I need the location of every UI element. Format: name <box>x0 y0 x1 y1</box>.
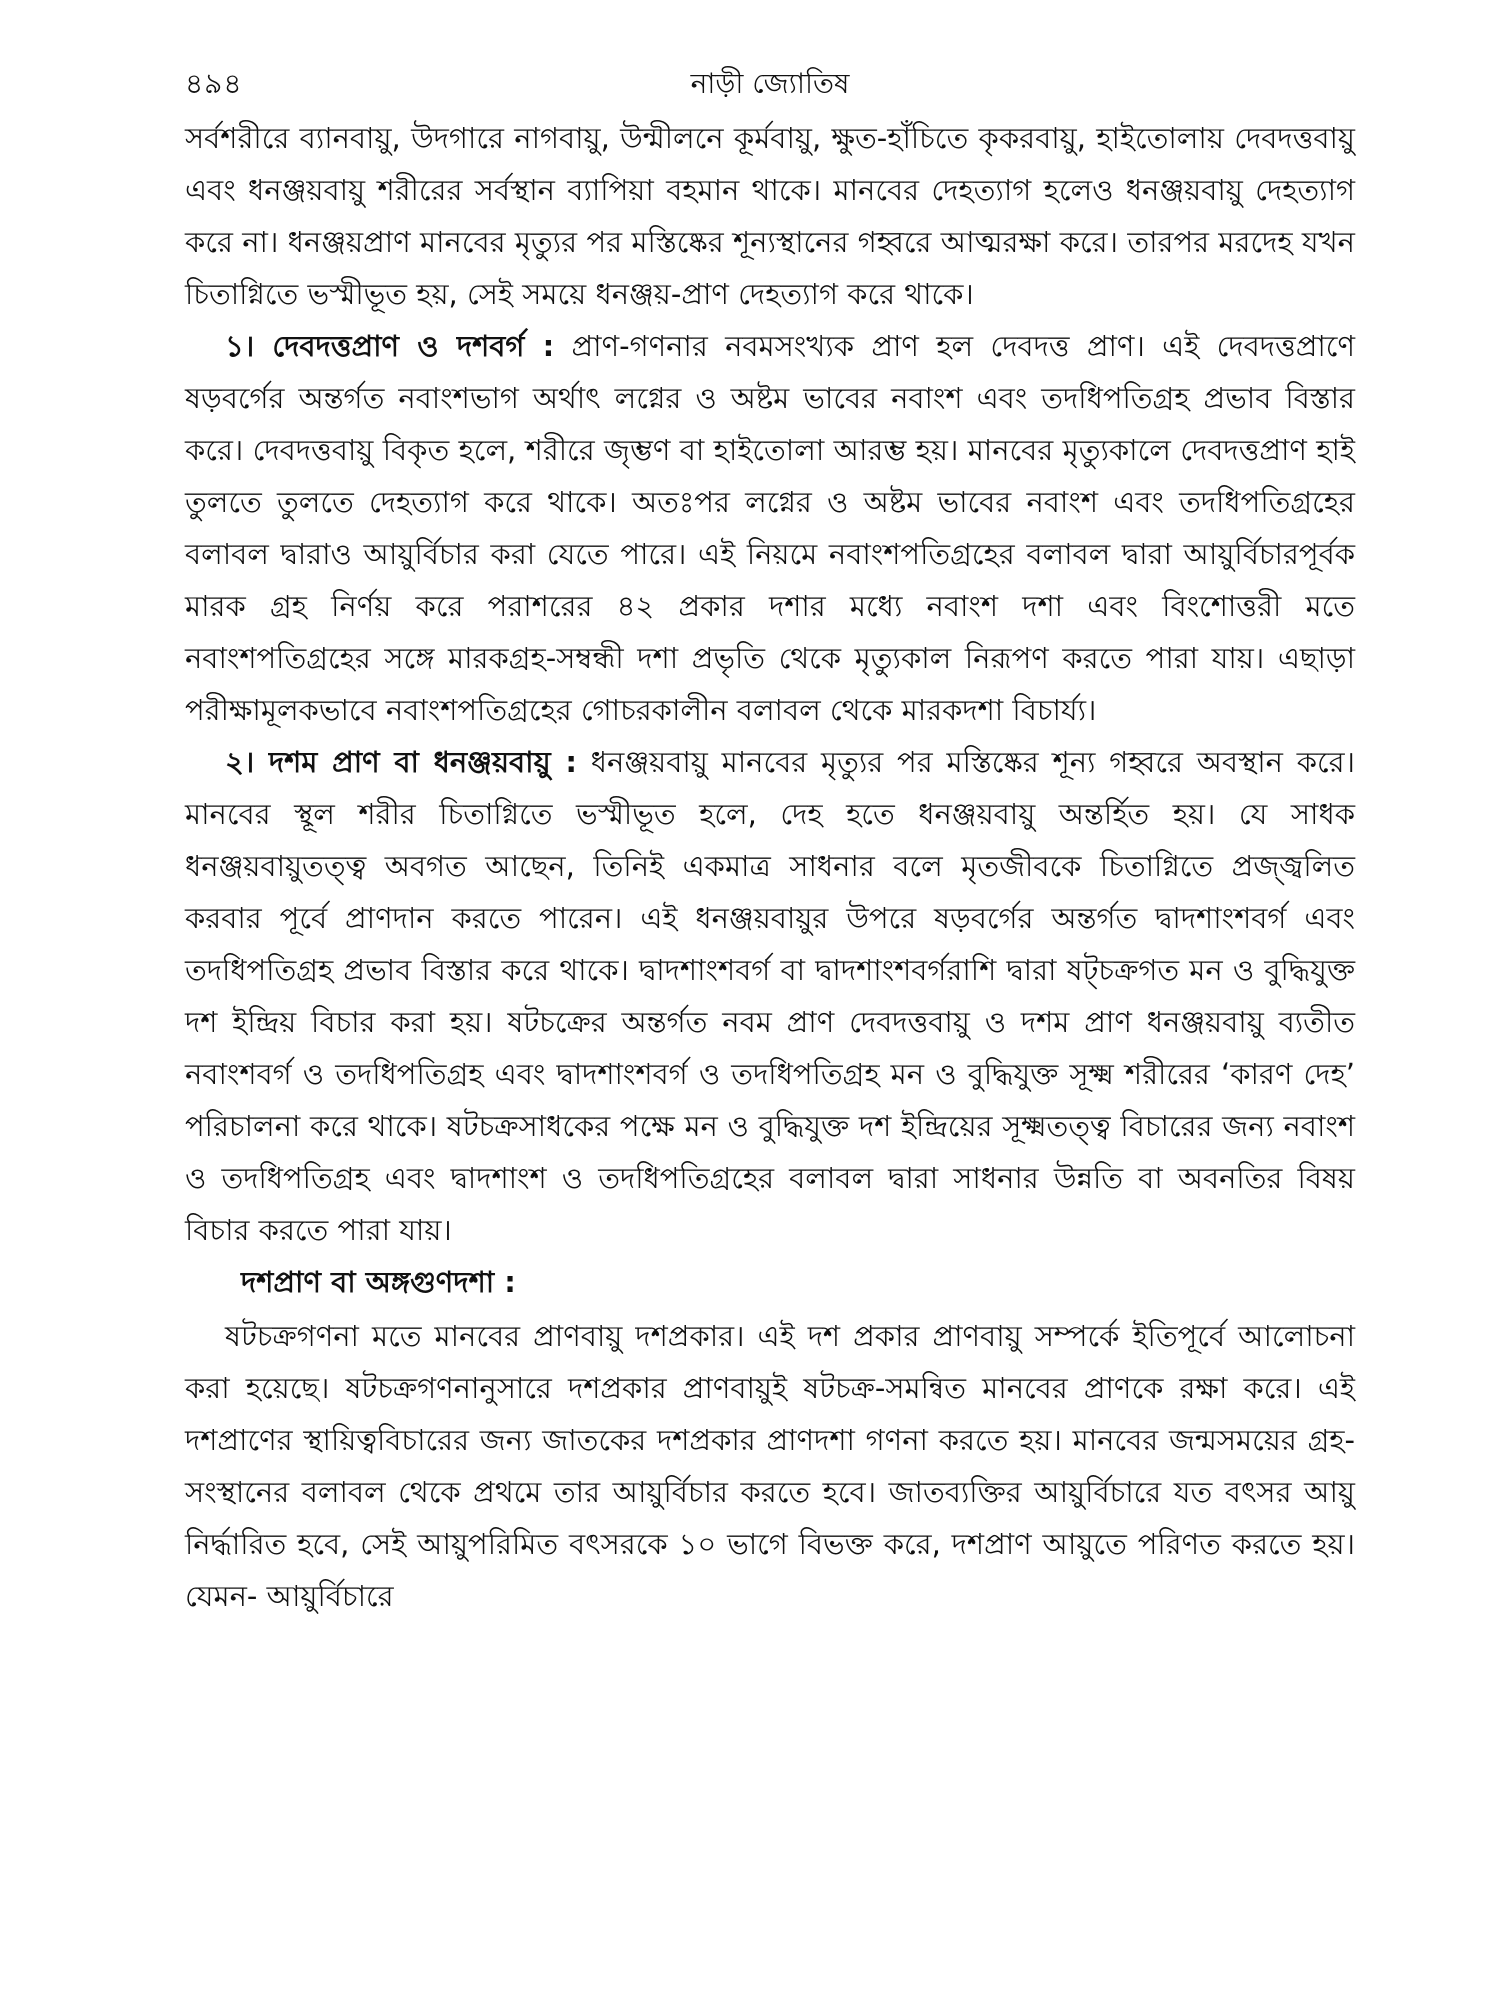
section-heading-dashaprana: দশপ্রাণ বা অঙ্গগুণদশা : <box>241 1265 516 1299</box>
page-number: ৪৯৪ <box>185 67 243 100</box>
section-heading-dhananjaya: ২। দশম প্রাণ বা ধনঞ্জয়বায়ু : <box>225 745 577 779</box>
paragraph-dashaprana <box>185 1310 1355 1622</box>
paragraph-text: ষটচক্রগণনা মতে মানবের প্রাণবায়ু দশপ্রকার। এই দশ প্রকার প্রাণবায়ু সম্পর্কে ইতিপূর্বে আলোচনা করা হয়েছে। ষটচক্রগণনানুসারে দশপ্রকার প্রাণবায়ুই ষটচক্র-সমন্বিত মানবের প্রাণকে রক্ষা করে। এই দশপ্রাণের স্থায়িত্ববিচারের জন্য জাতকের দশপ্রকার প্রাণদশা গণনা করতে হয়। মানবের জন্মসময়ের গ্রহ-সংস্থানের বলাবল থেকে প্রথমে তার আয়ুর্বিচার করতে হবে। জাতব্যক্তির আয়ুর্বিচারে যত বৎসর আয়ু নির্দ্ধারিত হবে, সেই আয়ুপরিমিত বৎসরকে ১০ ভাগে বিভক্ত করে, দশপ্রাণ আয়ুতে পরিণত করতে হয়। যেমন- আয়ুর্বিচারে <box>185 1319 1355 1613</box>
paragraph-text: প্রাণ-গণনার নবমসংখ্যক প্রাণ হল দেবদত্ত প্রাণ। এই দেবদত্তপ্রাণে ষড়বর্গের অন্তর্গত নবাংশভাগ অর্থাৎ লগ্নের ও অষ্টম ভাবের নবাংশ এবং তদধিপতিগ্রহ প্রভাব বিস্তার করে। দেবদত্তবায়ু বিকৃত হলে, শরীরে জৃম্ভণ বা হাইতোলা আরম্ভ হয়। মানবের মৃত্যুকালে দেবদত্তপ্রাণ হাই তুলতে তুলতে দেহত্যাগ করে থাকে। অতঃপর লগ্নের ও অষ্টম ভাবের নবাংশ এবং তদধিপতিগ্রহের বলাবল দ্বারাও আয়ুর্বিচার করা যেতে পারে। এই নিয়মে নবাংশপতিগ্রহের বলাবল দ্বারা আয়ুর্বিচারপূর্বক মারক গ্রহ নির্ণয় করে পরাশরের ৪২ প্রকার দশার মধ্যে নবাংশ দশা এবং বিংশোত্তরী মতে নবাংশপতিগ্রহের সঙ্গে মারকগ্রহ-সম্বন্ধী দশা প্রভৃতি থেকে মৃত্যুকাল নিরূপণ করতে পারা যায়। এছাড়া পরীক্ষামূলকভাবে নবাংশপতিগ্রহের গোচরকালীন বলাবল থেকে মারকদশা বিচার্য্য। <box>185 329 1355 727</box>
paragraph-dhananjaya <box>185 736 1355 1256</box>
page-title: নাড়ী জ্যোতিষ <box>690 67 850 100</box>
section-heading-devadatta: ১। দেবদত্তপ্রাণ ও দশবর্গ : <box>225 329 555 363</box>
running-header <box>185 58 1355 108</box>
paragraph-devadatta <box>185 320 1355 736</box>
body-text <box>185 112 1355 1622</box>
paragraph-text: সর্বশরীরে ব্যানবায়ু, উদগারে নাগবায়ু, উন্মীলনে কূর্মবায়ু, ক্ষুত-হাঁচিতে কৃকরবায়ু, হাইতোলায় দেবদত্তবায়ু এবং ধনঞ্জয়বায়ু শরীরের সর্বস্থান ব্যাপিয়া বহমান থাকে। মানবের দেহত্যাগ হলেও ধনঞ্জয়বায়ু দেহত্যাগ করে না। ধনঞ্জয়প্রাণ মানবের মৃত্যুর পর মস্তিষ্কের শূন্যস্থানের গহ্বরে আত্মরক্ষা করে। তারপর মরদেহ যখন চিতাগ্নিতে ভস্মীভূত হয়, সেই সময়ে ধনঞ্জয়-প্রাণ দেহত্যাগ করে থাকে। <box>185 121 1355 311</box>
paragraph-intro <box>185 112 1355 320</box>
paragraph-dashaprana-heading <box>185 1256 1355 1308</box>
paragraph-text: ধনঞ্জয়বায়ু মানবের মৃত্যুর পর মস্তিষ্কের শূন্য গহ্বরে অবস্থান করে। মানবের স্থূল শরীর চিতাগ্নিতে ভস্মীভূত হলে, দেহ হতে ধনঞ্জয়বায়ু অন্তর্হিত হয়। যে সাধক ধনঞ্জয়বায়ুতত্ত্ব অবগত আছেন, তিনিই একমাত্র সাধনার বলে মৃতজীবকে চিতাগ্নিতে প্রজ্জ্বলিত করবার পূর্বে প্রাণদান করতে পারেন। এই ধনঞ্জয়বায়ুর উপরে ষড়বর্গের অন্তর্গত দ্বাদশাংশবর্গ এবং তদধিপতিগ্রহ প্রভাব বিস্তার করে থাকে। দ্বাদশাংশবর্গ বা দ্বাদশাংশবর্গরাশি দ্বারা ষট্‌চক্রগত মন ও বুদ্ধিযুক্ত দশ ইন্দ্রিয় বিচার করা হয়। ষটচক্রের অন্তর্গত নবম প্রাণ দেবদত্তবায়ু ও দশম প্রাণ ধনঞ্জয়বায়ু ব্যতীত নবাংশবর্গ ও তদধিপতিগ্রহ এবং দ্বাদশাংশবর্গ ও তদধিপতিগ্রহ মন ও বুদ্ধিযুক্ত সূক্ষ্ম শরীরের ‘কারণ দেহ’ পরিচালনা করে থাকে। ষটচক্রসাধকের পক্ষে মন ও বুদ্ধিযুক্ত দশ ইন্দ্রিয়ের সূক্ষ্মতত্ত্ব বিচারের জন্য নবাংশ ও তদধিপতিগ্রহ এবং দ্বাদশাংশ ও তদধিপতিগ্রহের বলাবল দ্বারা সাধনার উন্নতি বা অবনতির বিষয় বিচার করতে পারা যায়। <box>185 745 1355 1247</box>
